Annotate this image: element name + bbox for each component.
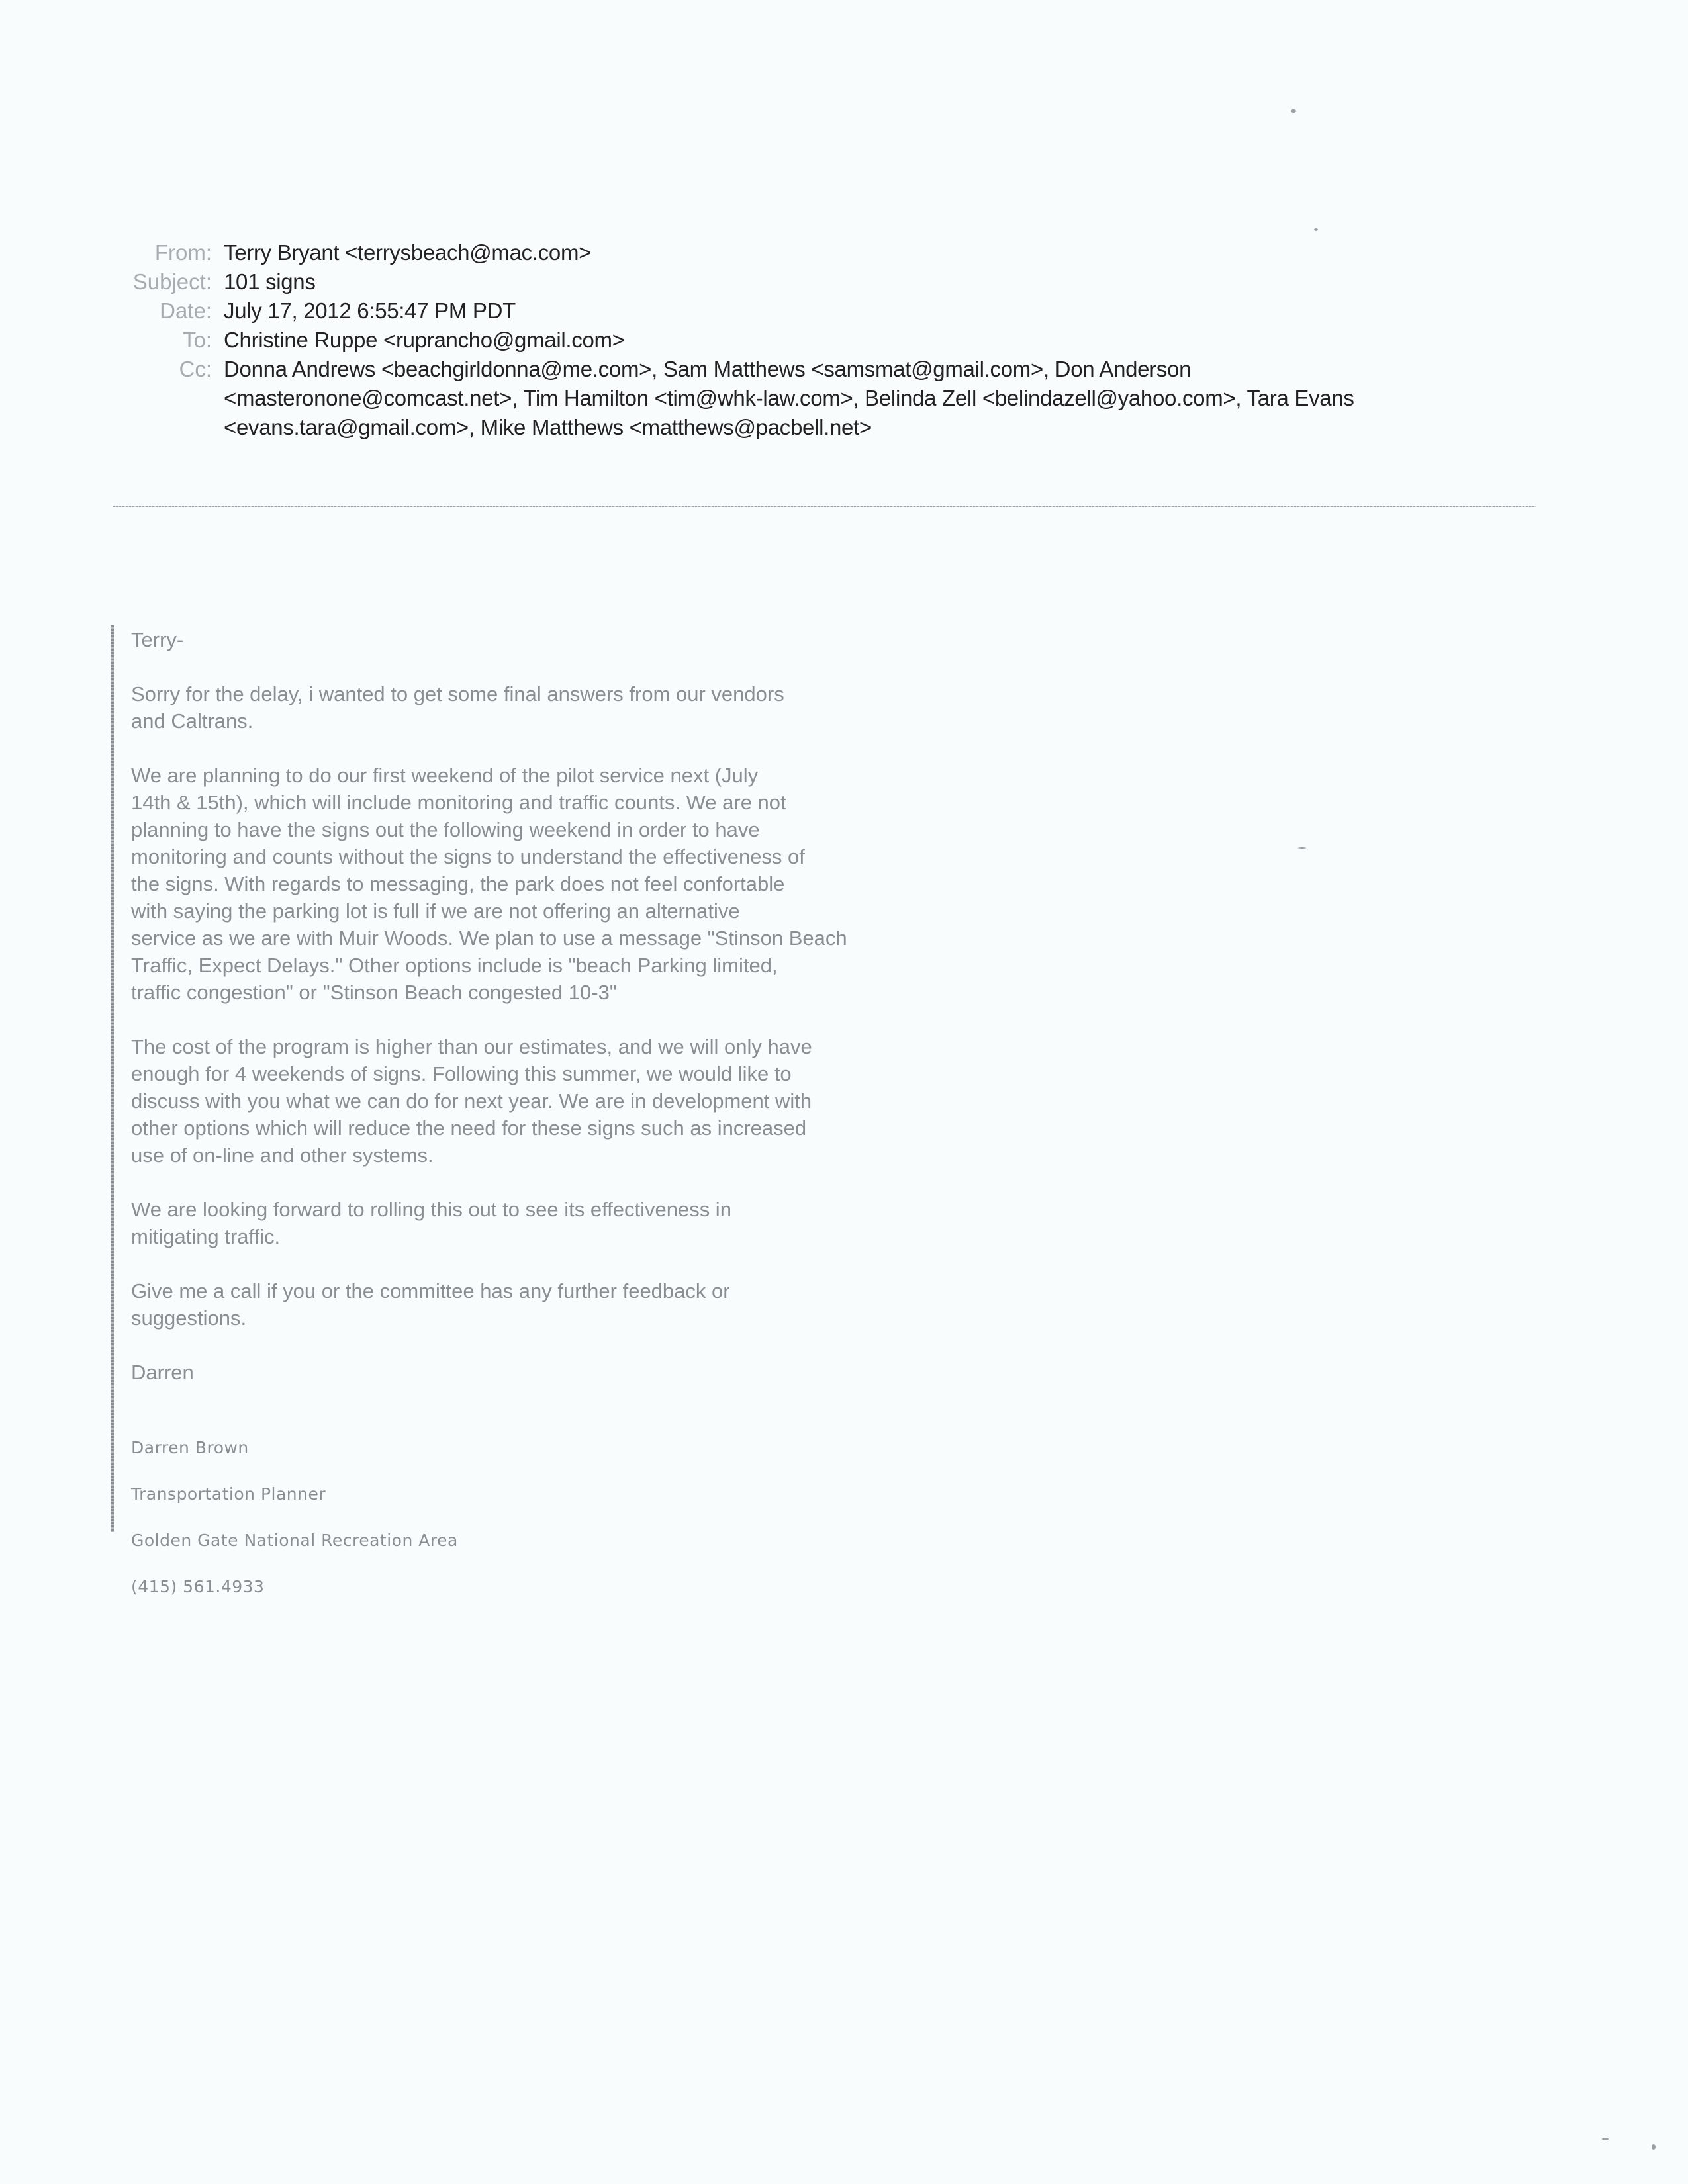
from-label: From:: [154, 240, 212, 265]
paragraph: We are planning to do our first weekend of the pilot service next (July 14th & 15th), which will include monitoring and traffic counts. We are not planning to have the signs out the following weekend in order to have monitoring and counts without the signs to understand the effectiveness of the signs. With regards to messaging, the park does not feel confortable with saying the parking lot is full if we are not offering an alternative service as we are with Muir Woods. We plan to use a message "Stinson Beach Traffic, Expect Delays." Other options include is "beach Parking limited, traffic congestion" or "Stinson Beach congested 10-3": [131, 764, 847, 1004]
subject-label: Subject:: [132, 269, 212, 294]
signature-block: [131, 1413, 992, 1621]
scan-speck: [1652, 2144, 1656, 2150]
scan-speck: [1602, 2138, 1609, 2140]
quoted-message-body: [131, 626, 992, 1621]
signature-name: Darren Brown: [131, 1438, 249, 1457]
paragraph: The cost of the program is higher than our estimates, and we will only have enough for 4 weekends of signs. Following this summer, we would like to discuss with you what we can do for next year. We are in development with other options which will reduce the need for these signs such as increased use of on-line and other systems.: [131, 1035, 812, 1167]
header-separator: [113, 506, 1536, 507]
paragraph: We are looking forward to rolling this out to see its effectiveness in mitigating traffic.: [131, 1198, 731, 1248]
scan-speck: [1297, 847, 1307, 849]
cc-value: Donna Andrews <beachgirldonna@me.com>, Sam Matthews <samsmat@gmail.com>, Don Anderson <masteronone@comcast.net>, Tim Hamilton <tim@whk-law.com>, Belinda Zell <belindazell@yahoo.com>, Tara Evans <evans.tara@gmail.com>, Mike Matthews <matthews@pacbell.net>: [224, 357, 1354, 439]
signature-title: Transportation Planner: [131, 1484, 326, 1504]
email-header: [119, 238, 1509, 442]
date-value: July 17, 2012 6:55:47 PM PDT: [224, 298, 516, 323]
signature-phone: (415) 561.4933: [131, 1577, 265, 1596]
subject-row: [119, 267, 1509, 296]
from-value: Terry Bryant <terrysbeach@mac.com>: [224, 240, 592, 265]
signature-organization: Golden Gate National Recreation Area: [131, 1531, 458, 1550]
subject-value: 101 signs: [224, 269, 316, 294]
greeting: Terry-: [131, 628, 184, 651]
to-row: [119, 326, 1509, 355]
to-value: Christine Ruppe <ruprancho@gmail.com>: [224, 328, 625, 352]
paragraph: Give me a call if you or the committee has any further feedback or suggestions.: [131, 1279, 730, 1330]
closing: Darren: [131, 1361, 194, 1384]
cc-row: [119, 355, 1509, 442]
scan-speck: [1314, 228, 1318, 231]
date-row: [119, 296, 1509, 326]
from-row: [119, 238, 1509, 267]
quote-bar: [111, 625, 114, 1532]
scan-speck: [1291, 109, 1296, 113]
cc-label: Cc:: [179, 357, 212, 381]
to-label: To:: [182, 328, 212, 352]
paragraph: Sorry for the delay, i wanted to get some final answers from our vendors and Caltrans.: [131, 682, 784, 733]
date-label: Date:: [160, 298, 212, 323]
